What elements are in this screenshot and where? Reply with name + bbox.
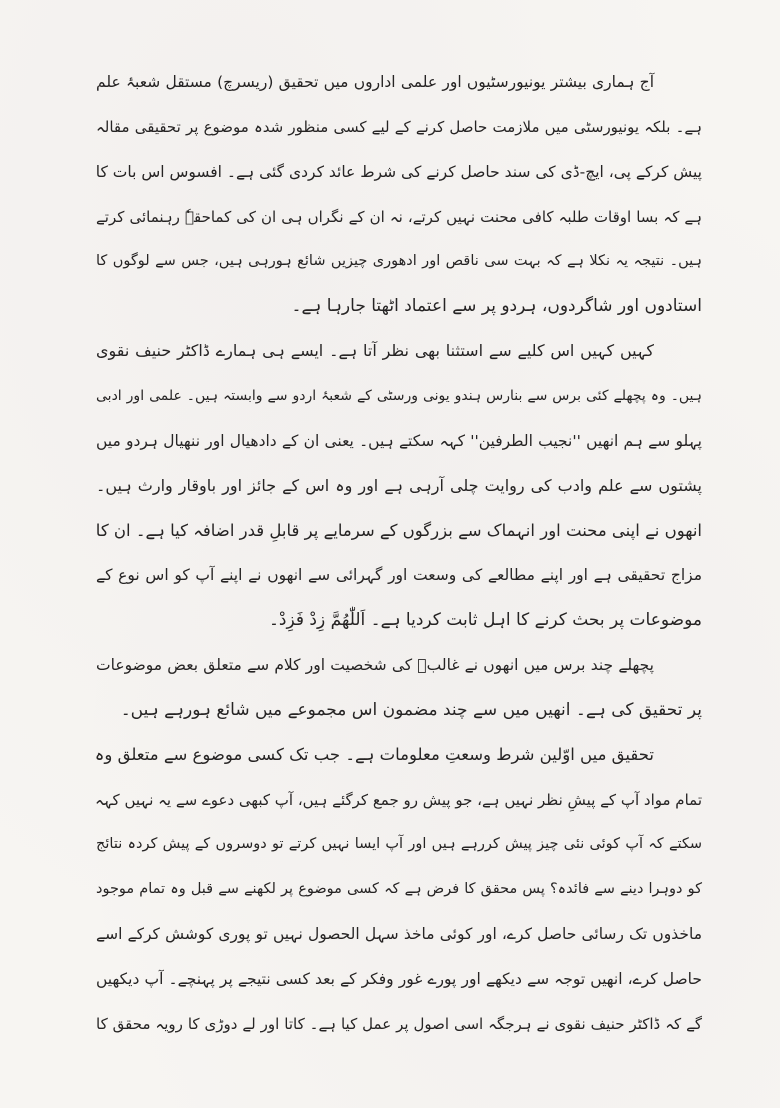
text-line: ہیں۔ نتیجہ یہ نکلا ہے کہ بہت سی ناقص اور ادھوری چیزیں شائع ہورہی ہیں، جس سے لوگوں کا xyxy=(96,253,702,270)
text-line: پشتوں سے علم وادب کی روایت چلی آرہی ہے اور وہ اس کے جائز اور باوقار وارث ہیں۔ xyxy=(96,475,702,495)
text-line: ہے کہ بسا اوقات طلبہ کافی محنت نہیں کرتے، نہ ان کے نگراں ہی ان کی کماحقہٗ رہنمائی کرتے xyxy=(96,207,702,226)
text-line: حاصل کرے، انھیں توجہ سے دیکھے اور پورے غور وفکر کے بعد کسی نتیجے پر پہنچے۔ آپ دیکھیں xyxy=(96,970,702,988)
text-line: پہلو سے ہم انھیں ''نجیب الطرفین'' کہہ سکتے ہیں۔ یعنی ان کے دادھیال اور ننھیال ہردو میں xyxy=(96,431,702,450)
text-line: موضوعات پر بحث کرنے کا اہل ثابت کردیا ہے۔ اَللّٰھُمَّ زِدْ فَزِدْ۔ xyxy=(268,610,702,631)
text-line: ماخذوں تک رسائی حاصل کرے، اور کوئی ماخذ سہل الحصول نہیں تو پوری کوشش کرکے اسے xyxy=(96,925,702,944)
text-line: استادوں اور شاگردوں، ہردو پر سے اعتماد اٹھتا جارہا ہے۔ xyxy=(291,296,702,317)
text-line: تحقیق میں اوّلین شرط وسعتِ معلومات ہے۔ جب تک کسی موضوع سے متعلق وہ xyxy=(94,744,654,764)
text-line: پچھلے چند برس میں انھوں نے غالبؔ کی شخصیت اور کلام سے متعلق بعض موضوعات xyxy=(96,656,654,675)
text-line: پر تحقیق کی ہے۔ انھیں میں سے چند مضمون اس مجموعے میں شائع ہورہے ہیں۔ xyxy=(120,699,702,720)
text-line: مزاج تحقیقی ہے اور اپنے مطالعے کی وسعت اور گہرائی سے انھوں نے اپنے آپ کو اس نوع کے xyxy=(96,566,702,585)
text-line: آج ہماری بیشتر یونیورسٹیوں اور علمی اداروں میں تحقیق (ریسرچ) مستقل شعبۂ علم xyxy=(96,73,654,91)
text-line: کو دوہرا دینے سے فائدہ؟ پس محقق کا فرض ہے کہ کسی موضوع پر لکھنے سے قبل وہ تمام موجود xyxy=(96,881,702,898)
urdu-text-body xyxy=(96,62,702,1062)
text-line: کہیں کہیں اس کلیے سے استثنا بھی نظر آتا ہے۔ ایسے ہی ہمارے ڈاکٹر حنیف نقوی xyxy=(96,341,654,361)
text-line: پیش کرکے پی، ایچ-ڈی کی سند حاصل کرنے کی شرط عائد کردی گئی ہے۔ افسوس اس بات کا xyxy=(95,162,702,181)
text-line: ہیں۔ وہ پچھلے کئی برس سے بنارس ہندو یونی ورسٹی کے شعبۂ اردو سے وابستہ ہیں۔ علمی اور ادبی xyxy=(96,387,702,404)
text-line: گے کہ ڈاکٹر حنیف نقوی نے ہرجگہ اسی اصول پر عمل کیا ہے۔ کاتا اور لے دوڑی کا رویہ محقق کا xyxy=(96,1014,702,1033)
text-line: سکتے کہ آپ کوئی نئی چیز پیش کررہے ہیں اور آپ ایسا نہیں کرتے تو دوسروں کے پیش کردہ نتائج xyxy=(96,836,702,853)
text-line: انھوں نے اپنی محنت اور انہماک سے بزرگوں کے سرمایے پر قابلِ قدر اضافہ کیا ہے۔ ان کا xyxy=(95,520,702,540)
text-line: ہے۔ بلکہ یونیورسٹی میں ملازمت حاصل کرنے کے لیے کسی منظور شدہ موضوع پر تحقیقی مقالہ xyxy=(96,117,702,136)
text-line: تمام مواد آپ کے پیشِ نظر نہیں ہے، جو پیش رو جمع کرگئے ہیں، آپ کبھی دعوے سے یہ نہیں کہہ xyxy=(94,790,702,809)
